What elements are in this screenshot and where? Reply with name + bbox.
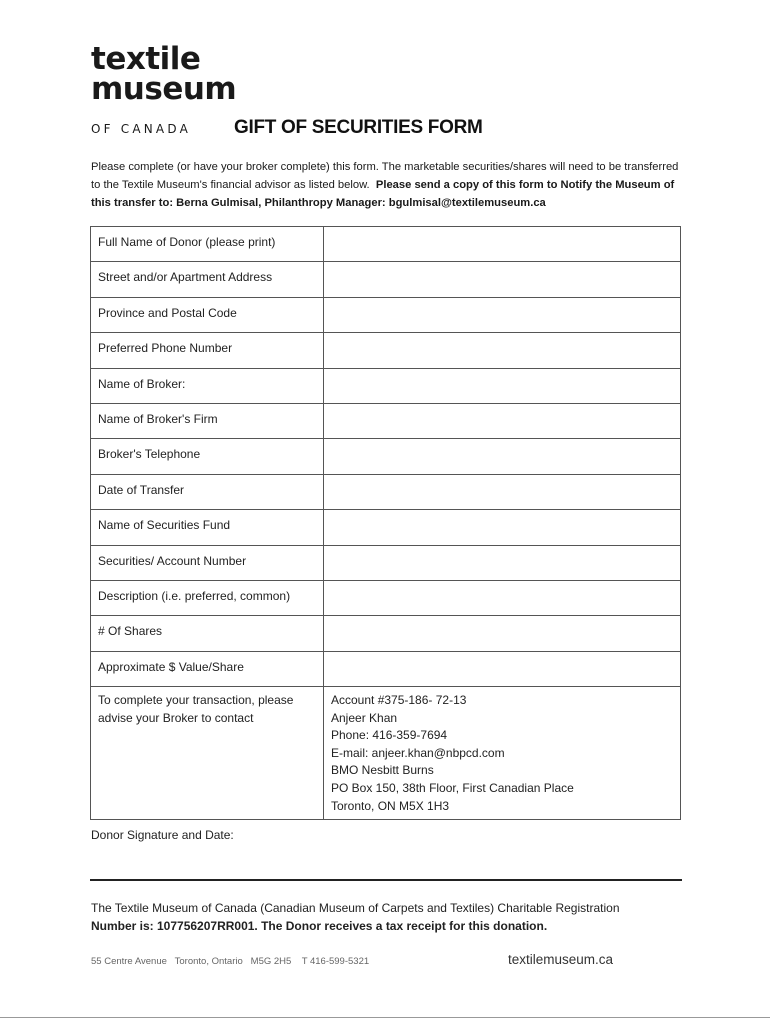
footer-line-bold: Number is: 107756207RR001. The Donor receives a tax receipt for this donation.	[91, 919, 548, 933]
advisor-label-line: To complete your transaction, please	[98, 693, 294, 708]
logo-word-textile: textile	[91, 41, 201, 77]
field-input-cell[interactable]	[324, 439, 681, 474]
field-label: Name of Broker's Firm	[91, 403, 324, 438]
field-label: Date of Transfer	[91, 474, 324, 509]
footer-address: 55 Centre Avenue Toronto, Ontario M5G 2H5 T 416-599-5321	[91, 956, 370, 967]
advisor-row	[91, 687, 681, 820]
field-label: Province and Postal Code	[91, 297, 324, 332]
advisor-line: Phone: 416-359-7694	[331, 728, 448, 743]
field-input-cell[interactable]	[324, 227, 681, 262]
form-row	[91, 510, 681, 545]
advisor-line: PO Box 150, 38th Floor, First Canadian Place	[331, 781, 574, 796]
field-label: Broker's Telephone	[91, 439, 324, 474]
advisor-line: Account #375-186- 72-13	[331, 693, 467, 708]
field-input-cell[interactable]	[324, 651, 681, 686]
advisor-line: BMO Nesbitt Burns	[331, 763, 434, 778]
field-label: Name of Broker:	[91, 368, 324, 403]
form-row	[91, 474, 681, 509]
field-input-cell[interactable]	[324, 262, 681, 297]
field-label: # Of Shares	[91, 616, 324, 651]
advisor-line: Toronto, ON M5X 1H3	[331, 798, 450, 813]
form-row	[91, 545, 681, 580]
field-label: Description (i.e. preferred, common)	[91, 580, 324, 615]
form-row	[91, 580, 681, 615]
advisor-label	[91, 687, 324, 820]
advisor-contact	[324, 687, 681, 820]
form-title: GIFT OF SECURITIES FORM	[234, 117, 483, 138]
field-input-cell[interactable]	[324, 297, 681, 332]
advisor-label-line: advise your Broker to contact	[98, 710, 254, 725]
intro-text: Please complete (or have your broker complete) this form. The marketable securities/shares will need to be transferred to the Textile Museum's financial advisor as listed below.	[91, 161, 679, 191]
field-label: Securities/ Account Number	[91, 545, 324, 580]
field-label: Preferred Phone Number	[91, 333, 324, 368]
form-row	[91, 368, 681, 403]
field-input-cell[interactable]	[324, 580, 681, 615]
form-row	[91, 333, 681, 368]
field-label: Full Name of Donor (please print)	[91, 227, 324, 262]
footer-line: The Textile Museum of Canada (Canadian Museum of Carpets and Textiles) Charitable Registration	[91, 901, 620, 915]
field-input-cell[interactable]	[324, 368, 681, 403]
donor-form-table	[90, 226, 681, 820]
advisor-line: E-mail: anjeer.khan@nbpcd.com	[331, 745, 505, 760]
field-input-cell[interactable]	[324, 545, 681, 580]
intro-paragraph	[91, 158, 681, 212]
form-row	[91, 403, 681, 438]
form-row	[91, 439, 681, 474]
field-label: Street and/or Apartment Address	[91, 262, 324, 297]
advisor-line: Anjeer Khan	[331, 710, 398, 725]
field-input-cell[interactable]	[324, 616, 681, 651]
field-input-cell[interactable]	[324, 333, 681, 368]
museum-logo	[91, 41, 237, 107]
form-row	[91, 651, 681, 686]
field-input-cell[interactable]	[324, 510, 681, 545]
logo-word-museum: museum	[91, 71, 237, 107]
form-row	[91, 227, 681, 262]
footer-registration	[91, 899, 691, 935]
intro-notice: Please send a copy of this form to Notify the Museum of this transfer to: Berna Gulmisal, Philanthropy Manager: bgulmisal@textilemuseum.ca	[91, 179, 675, 209]
field-input-cell[interactable]	[324, 403, 681, 438]
footer-divider	[90, 879, 682, 881]
signature-label: Donor Signature and Date:	[91, 828, 234, 842]
form-row	[91, 297, 681, 332]
field-input-cell[interactable]	[324, 474, 681, 509]
form-row	[91, 616, 681, 651]
page-edge-line	[0, 1017, 770, 1018]
footer-website-link[interactable]: textilemuseum.ca	[508, 952, 614, 967]
logo-subtitle: OF CANADA	[91, 122, 191, 136]
form-row	[91, 262, 681, 297]
field-label: Name of Securities Fund	[91, 510, 324, 545]
field-label: Approximate $ Value/Share	[91, 651, 324, 686]
